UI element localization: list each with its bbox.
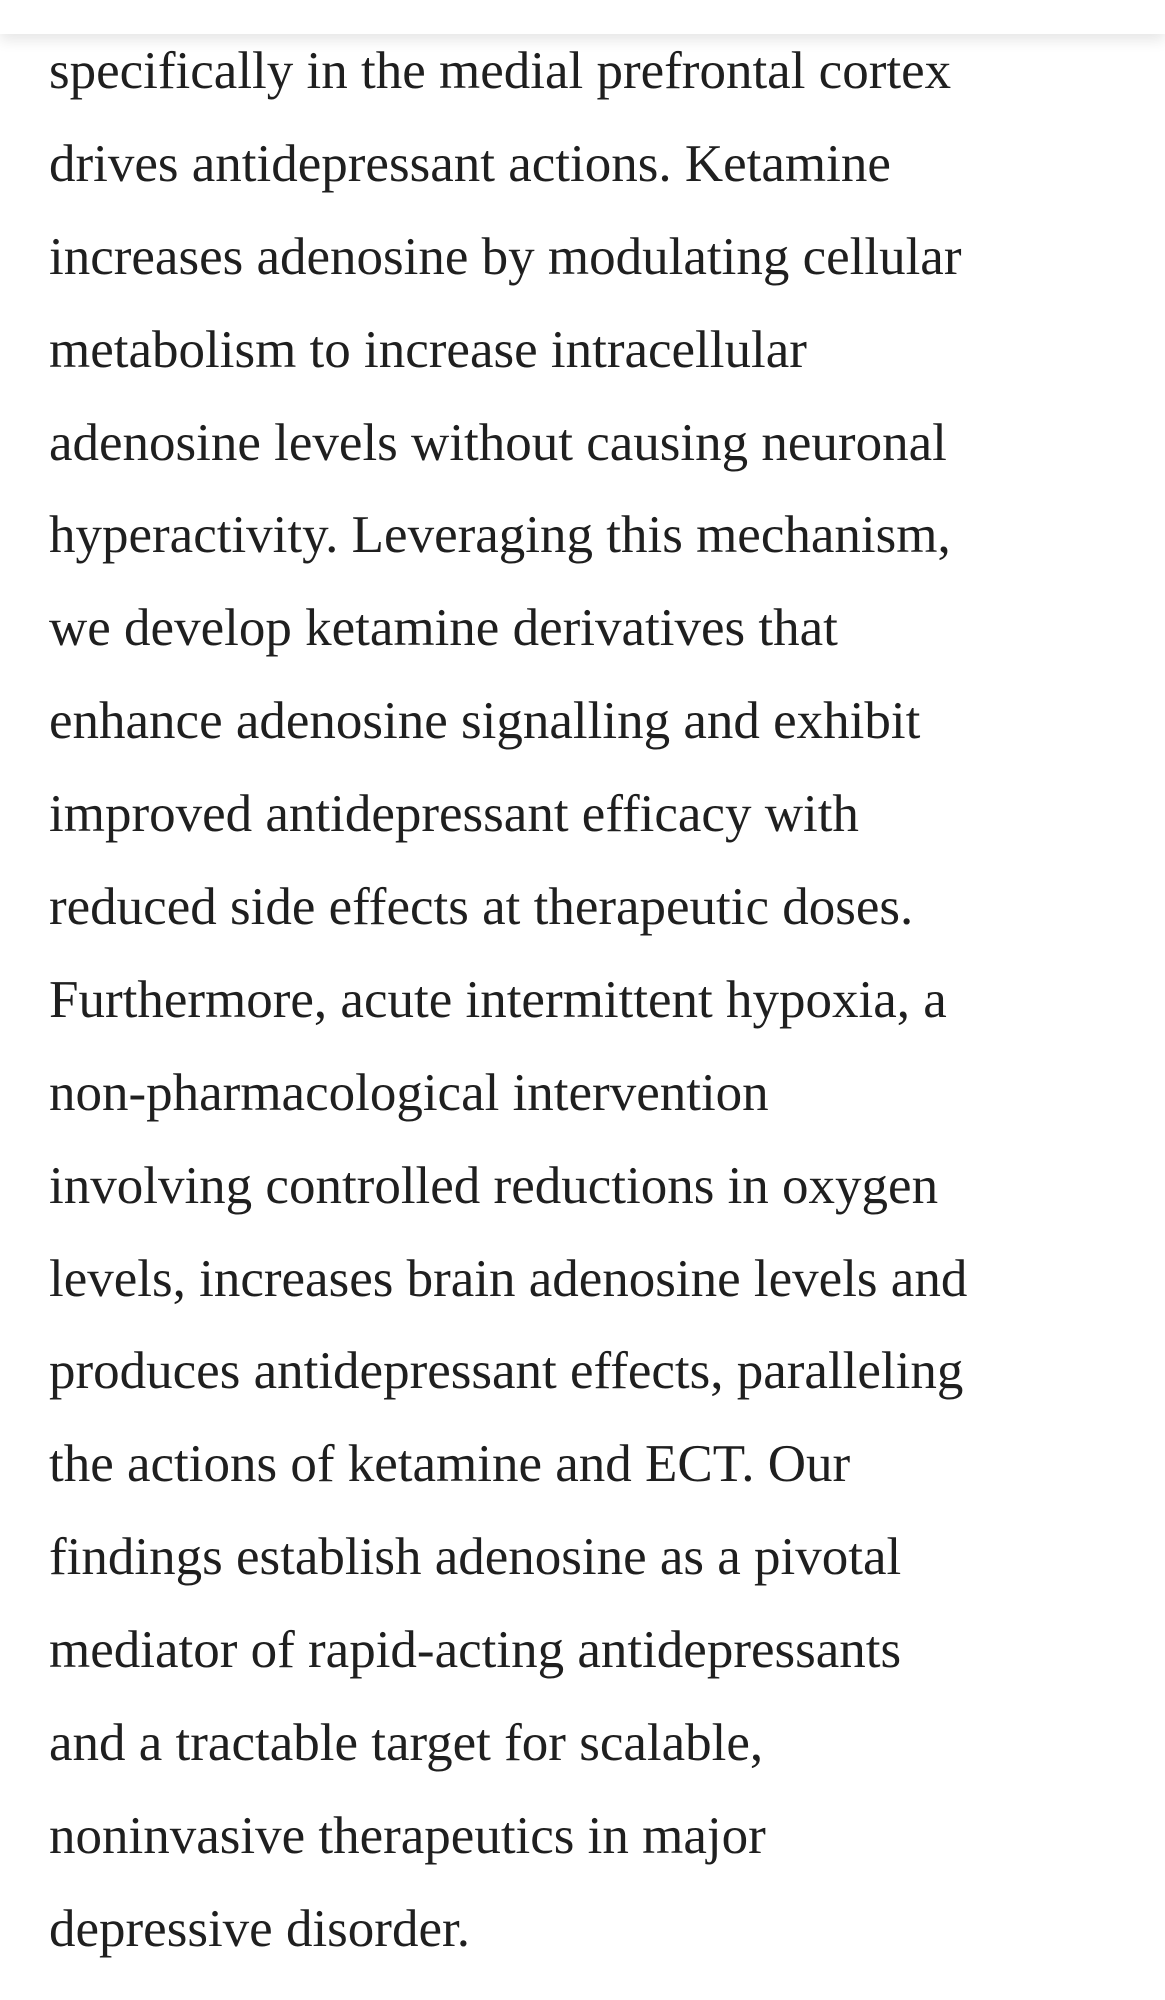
text-line: improved antidepressant efficacy with — [49, 785, 859, 844]
text-line: increases adenosine by modulating cellular — [49, 227, 962, 286]
text-line: levels, increases brain adenosine levels and — [49, 1249, 968, 1308]
text-line: findings establish adenosine as a pivotal — [49, 1528, 902, 1587]
text-line: adenosine levels without causing neuronal — [49, 413, 947, 472]
text-line: we develop ketamine derivatives that — [49, 599, 838, 658]
text-line: drives antidepressant actions. Ketamine — [49, 134, 891, 193]
text-line: Furthermore, acute intermittent hypoxia, a — [49, 970, 947, 1029]
text-line: non-pharmacological intervention — [49, 1063, 769, 1122]
text-line: involving controlled reductions in oxygen — [49, 1156, 939, 1215]
text-line: enhance adenosine signalling and exhibit — [49, 692, 921, 751]
text-line: specifically in the medial prefrontal cortex — [49, 42, 952, 100]
top-toolbar — [0, 0, 1165, 34]
text-line: noninvasive therapeutics in major — [49, 1806, 766, 1865]
text-line: and a tractable target for scalable, — [49, 1714, 764, 1773]
text-line: depressive disorder. — [49, 1899, 470, 1958]
text-line: reduced side effects at therapeutic doses. — [49, 878, 914, 937]
text-line: mediator of rapid-acting antidepressants — [49, 1621, 902, 1680]
text-line: produces antidepressant effects, paralleling — [49, 1342, 964, 1401]
text-line: metabolism to increase intracellular — [49, 320, 807, 379]
abstract-paragraph — [49, 25, 1139, 1976]
text-line: the actions of ketamine and ECT. Our — [49, 1435, 851, 1494]
text-line: hyperactivity. Leveraging this mechanism, — [49, 506, 951, 565]
